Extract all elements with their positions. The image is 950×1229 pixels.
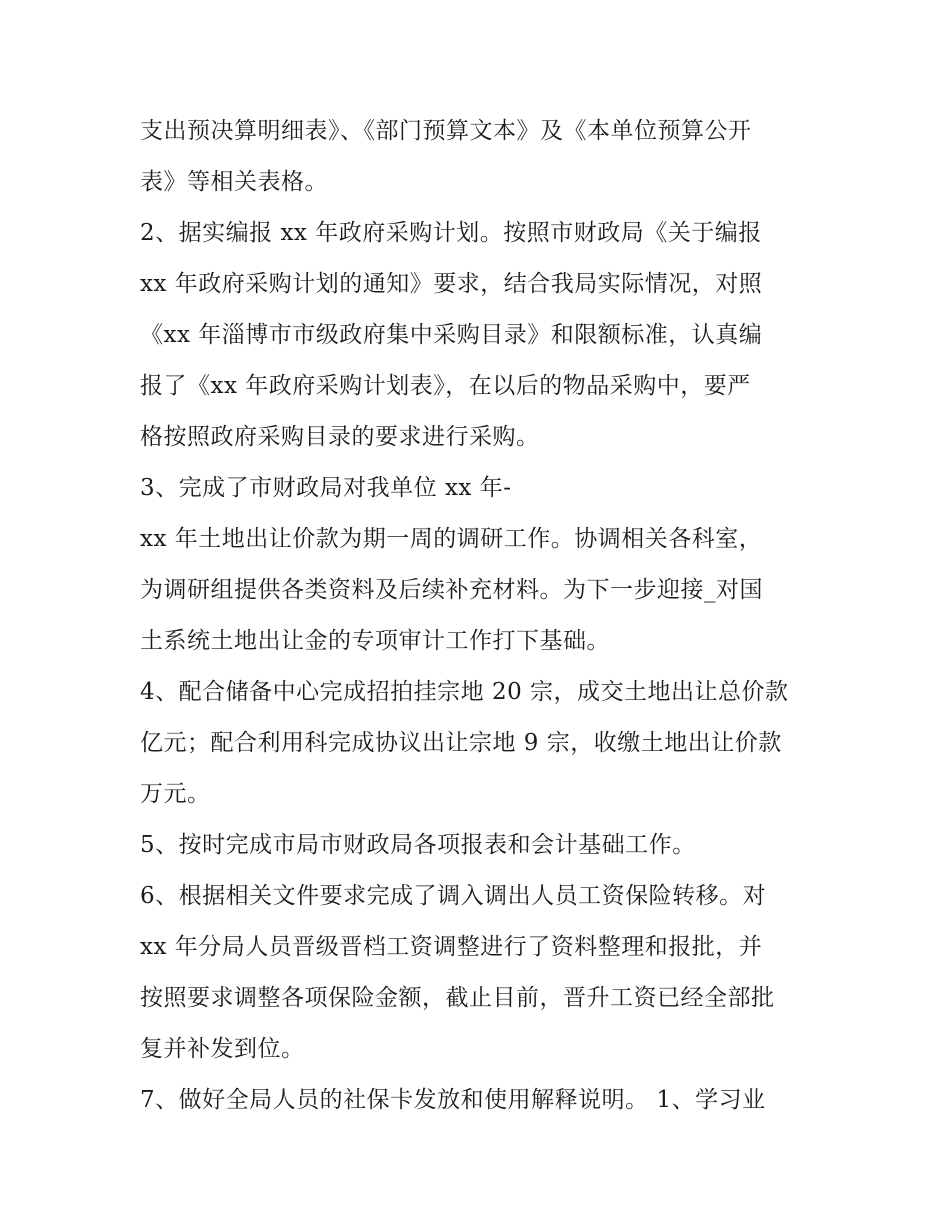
text-line: 6、根据相关文件要求完成了调入调出人员工资保险转移。对: [140, 883, 767, 909]
text-line: 7、做好全局人员的社保卡发放和使用解释说明。 1、学习业: [140, 1087, 766, 1113]
text-line: 支出预决算明细表》、《部门预算文本》及《本单位预算公开: [140, 118, 752, 144]
text-line: 2、据实编报 xx 年政府采购计划。按照市财政局《关于编报: [140, 220, 762, 246]
text-line: 《xx 年淄博市市级政府集中采购目录》和限额标准，认真编: [140, 322, 763, 348]
text-line: 复并补发到位。: [140, 1036, 305, 1062]
text-line: 报了《xx 年政府采购计划表》，在以后的物品采购中，要严: [140, 373, 751, 399]
text-line: 3、完成了市财政局对我单位 xx 年-: [140, 475, 512, 501]
text-line: 表》等相关表格。: [140, 169, 328, 195]
text-line: 5、按时完成市局市财政局各项报表和会计基础工作。: [140, 832, 696, 858]
text-line: 为调研组提供各类资料及后续补充材料。为下一步迎接_对国: [140, 577, 763, 603]
text-line: xx 年分局人员晋级晋档工资调整进行了资料整理和报批，并: [140, 934, 763, 960]
text-line: 亿元；配合利用科完成协议出让宗地 9 宗，收缴土地出让价款: [140, 730, 782, 756]
text-line: 土系统土地出让金的专项审计工作打下基础。: [140, 628, 610, 654]
text-line: 4、配合储备中心完成招拍挂宗地 20 宗，成交土地出让总价款: [140, 679, 789, 705]
text-line: 按照要求调整各项保险金额，截止目前，晋升工资已经全部批: [140, 985, 775, 1011]
text-line: 格按照政府采购目录的要求进行采购。: [140, 424, 540, 450]
document-body: [140, 108, 830, 1128]
text-line: 万元。: [140, 781, 211, 807]
text-line: xx 年政府采购计划的通知》要求，结合我局实际情况，对照: [140, 271, 763, 297]
text-line: xx 年土地出让价款为期一周的调研工作。协调相关各科室，: [140, 526, 763, 552]
